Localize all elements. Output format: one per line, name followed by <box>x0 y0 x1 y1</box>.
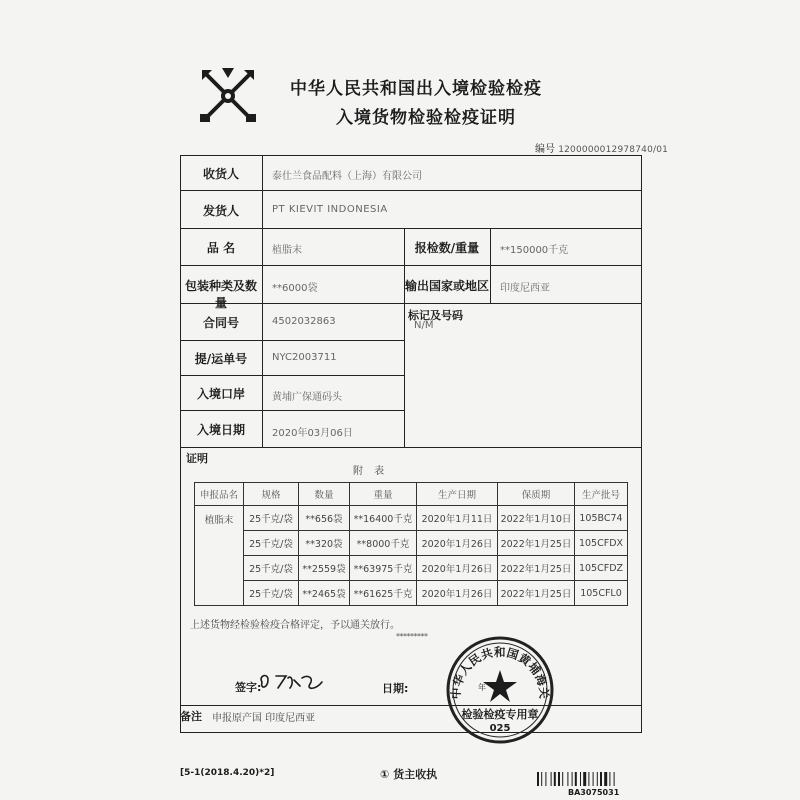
count-cell: **320袋 <box>299 531 350 556</box>
stamp-bottom-text: 检验检疫专用章 <box>461 708 539 721</box>
barcode-bar <box>600 772 602 786</box>
consignee-label: 收货人 <box>202 167 239 181</box>
serial-number <box>535 140 668 155</box>
weight-cell: **8000千克 <box>350 531 417 556</box>
stamp-year-mark: 年 <box>478 683 486 692</box>
barcode-bar <box>580 772 581 786</box>
remarks-label: 备注 <box>180 710 202 723</box>
official-seal-stamp <box>444 634 556 746</box>
batch-cell: 105BC74 <box>575 506 628 531</box>
marks-value: N/M <box>414 320 434 331</box>
batch-cell: 105CFL0 <box>575 581 628 606</box>
row-divider <box>180 447 642 448</box>
attachment-title: 附 表 <box>353 466 389 477</box>
expiry-cell: 2022年1月25日 <box>498 581 575 606</box>
consignor-value: PT KIEVIT INDONESIA <box>272 204 388 215</box>
handwritten-signature <box>256 668 328 696</box>
production-date-cell: 2020年1月11日 <box>417 506 498 531</box>
expiry-cell: 2022年1月25日 <box>498 531 575 556</box>
table-row <box>195 581 628 606</box>
column-header: 规格 <box>244 483 299 506</box>
issuer-title: 中华人民共和国出入境检验检疫 <box>290 79 542 99</box>
barcode-bar <box>593 772 594 786</box>
package-label: 包装种类及数量 <box>184 279 257 310</box>
barcode-bar <box>562 772 563 786</box>
col-divider <box>404 228 405 447</box>
package-value: **6000袋 <box>272 283 318 294</box>
form-code: [5-1(2018.4.20)*2] <box>180 768 275 778</box>
barcode-bar <box>588 772 589 786</box>
barcode-bar <box>554 772 556 786</box>
origin-value: 印度尼西亚 <box>500 283 550 294</box>
marks-label: 标记及号码 <box>408 309 463 322</box>
expiry-cell: 2022年1月25日 <box>498 556 575 581</box>
entry-port-value: 黄埔广保通码头 <box>272 392 342 403</box>
count-cell: **2465袋 <box>299 581 350 606</box>
expiry-cell: 2022年1月10日 <box>498 506 575 531</box>
table-header-row <box>195 483 628 506</box>
serial-value: 1200000012978740/01 <box>558 145 669 155</box>
spec-cell: 25千克/袋 <box>244 506 299 531</box>
barcode-bar <box>609 772 610 786</box>
bill-of-lading-label: 提/运单号 <box>194 352 248 366</box>
batch-cell: 105CFDX <box>575 531 628 556</box>
row-divider <box>180 228 642 229</box>
inspection-result-text: 上述货物经检验检疫合格评定，予以通关放行。 <box>190 620 400 631</box>
sign-label: 签字: <box>235 681 262 694</box>
column-header: 生产批号 <box>575 483 628 506</box>
barcode-bar <box>545 772 546 786</box>
count-cell: **2559袋 <box>299 556 350 581</box>
barcode-bar <box>567 772 568 786</box>
origin-label: 输出国家或地区 <box>404 279 489 293</box>
column-header: 保质期 <box>498 483 575 506</box>
barcode-bar <box>614 772 615 786</box>
bill-of-lading-value: NYC2003711 <box>272 352 337 363</box>
row-divider <box>180 265 642 266</box>
production-date-cell: 2020年1月26日 <box>417 581 498 606</box>
end-marks: ********* <box>396 632 428 641</box>
copy-label: ① 货主收执 <box>380 768 438 781</box>
row-divider <box>180 190 642 191</box>
weight-cell: **16400千克 <box>350 506 417 531</box>
serial-label: 编号 <box>535 144 555 155</box>
table-row <box>195 506 628 531</box>
col-divider <box>490 228 491 303</box>
contract-label: 合同号 <box>202 316 239 330</box>
barcode-bar <box>541 772 542 786</box>
barcode-bar <box>597 772 598 786</box>
entry-date-label: 入境日期 <box>196 423 245 437</box>
barcode-bar <box>558 772 560 786</box>
column-header: 重量 <box>350 483 417 506</box>
table-row <box>195 556 628 581</box>
row-divider <box>180 705 642 706</box>
goods-value: 植脂末 <box>272 245 302 256</box>
col-divider <box>262 155 263 447</box>
table-row <box>195 531 628 556</box>
date-label: 日期: <box>382 682 409 695</box>
consignor-label: 发货人 <box>202 204 239 218</box>
stamp-number: 025 <box>489 723 511 734</box>
attachment-table <box>194 482 628 606</box>
entry-date-value: 2020年03月06日 <box>272 428 353 439</box>
spec-cell: 25千克/袋 <box>244 581 299 606</box>
count-cell: **656袋 <box>299 506 350 531</box>
svg-text:中华人民共和国黄埔海关: 中华人民共和国黄埔海关 <box>448 645 552 700</box>
consignee-value: 泰仕兰食品配料（上海）有限公司 <box>272 171 422 182</box>
quantity-value: **150000千克 <box>500 245 569 256</box>
weight-cell: **63975千克 <box>350 556 417 581</box>
column-header: 生产日期 <box>417 483 498 506</box>
production-date-cell: 2020年1月26日 <box>417 556 498 581</box>
entry-port-label: 入境口岸 <box>196 387 245 401</box>
product-name-cell: 植脂末 <box>195 506 244 606</box>
barcode-bar <box>583 772 586 786</box>
barcode-bar <box>575 772 577 786</box>
column-header: 数量 <box>299 483 350 506</box>
row-divider <box>180 375 404 376</box>
column-header: 申报品名 <box>195 483 244 506</box>
ciq-emblem-icon <box>196 64 260 128</box>
batch-cell: 105CFDZ <box>575 556 628 581</box>
barcode-bar <box>572 772 573 786</box>
contract-value: 4502032863 <box>272 316 336 327</box>
certificate-section-label: 证明 <box>186 452 208 465</box>
document-title: 入境货物检验检疫证明 <box>336 108 516 128</box>
spec-cell: 25千克/袋 <box>244 556 299 581</box>
spec-cell: 25千克/袋 <box>244 531 299 556</box>
quantity-label: 报检数/重量 <box>414 241 480 255</box>
barcode-bar <box>604 772 607 786</box>
barcode-bar <box>537 772 539 786</box>
barcode-bar <box>551 772 552 786</box>
remarks-value: 申报原产国 印度尼西亚 <box>212 713 316 724</box>
goods-label: 品 名 <box>206 241 236 255</box>
row-divider <box>180 410 404 411</box>
row-divider <box>180 340 404 341</box>
weight-cell: **61625千克 <box>350 581 417 606</box>
production-date-cell: 2020年1月26日 <box>417 531 498 556</box>
document-number: BA3075031 <box>568 788 620 797</box>
